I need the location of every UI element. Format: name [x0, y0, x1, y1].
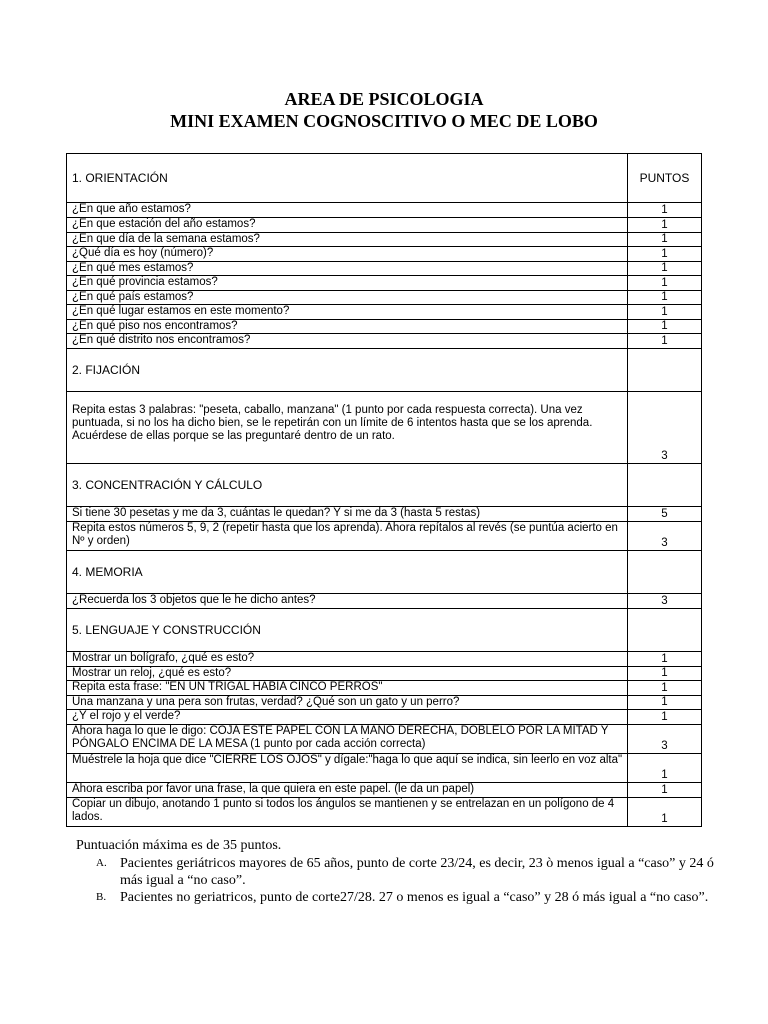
exam-table: [66, 153, 702, 827]
points-empty: [628, 349, 702, 392]
points: 3: [628, 522, 702, 551]
question: Ahora haga lo que le digo: COJA ESTE PAPEL CON LA MANO DERECHA, DOBLELO POR LA MITAD Y PÓNGALO ENCIMA DE LA MESA (1 punto por cada acción correcta): [67, 725, 628, 754]
notes-list: [76, 855, 716, 906]
note-marker: B.: [96, 891, 107, 903]
question: Repita estas 3 palabras: "peseta, caballo, manzana" (1 punto por cada respuesta correcta). Una vez puntuada, si no los ha dicho bien, se le repetirán con un límite de 6 intentos hasta que se los aprenda. Acuérdese de ellas porque se las preguntaré dentro de un rato.: [67, 392, 628, 464]
document-title: AREA DE PSICOLOGIA: [284, 89, 484, 109]
question: Una manzana y una pera son frutas, verdad? ¿Qué son un gato y un perro?: [67, 696, 628, 710]
question: ¿Recuerda los 3 objetos que le he dicho antes?: [67, 594, 628, 609]
points: 3: [628, 594, 702, 609]
points: 5: [628, 507, 702, 522]
question: Copiar un dibujo, anotando 1 punto si todos los ángulos se mantienen y se entrelazan en un polígono de 4 lados.: [67, 798, 628, 827]
points-header: PUNTOS: [628, 154, 702, 203]
points: 3: [628, 392, 702, 464]
document-subtitle: MINI EXAMEN COGNOSCITIVO O MEC DE LOBO: [170, 111, 598, 131]
question: ¿En qué lugar estamos en este momento?: [67, 305, 628, 320]
points: 1: [628, 247, 702, 262]
points: 1: [628, 203, 702, 218]
section-title: 3. CONCENTRACIÓN Y CÁLCULO: [67, 464, 628, 507]
points: 1: [628, 334, 702, 349]
note-item: [76, 855, 716, 889]
note-text: Pacientes geriátricos mayores de 65 años, punto de corte 23/24, es decir, 23 ò menos igual a “caso” y 24 ó más igual a “no caso”.: [120, 856, 714, 888]
question: Ahora escriba por favor una frase, la que quiera en este papel. (le da un papel): [67, 783, 628, 798]
question: ¿En qué país estamos?: [67, 291, 628, 305]
points: 1: [628, 754, 702, 783]
points: 1: [628, 262, 702, 276]
question: ¿En que estación del año estamos?: [67, 218, 628, 233]
points: 1: [628, 305, 702, 320]
points: 1: [628, 696, 702, 710]
points-empty: [628, 609, 702, 652]
note-text: Pacientes no geriatricos, punto de corte27/28. 27 o menos es igual a “caso” y 28 ó más igual a “no caso”.: [120, 890, 709, 905]
question: ¿En qué mes estamos?: [67, 262, 628, 276]
points: 1: [628, 652, 702, 667]
question: ¿Y el rojo y el verde?: [67, 710, 628, 725]
points: 1: [628, 276, 702, 291]
section-title: 5. LENGUAJE Y CONSTRUCCIÓN: [67, 609, 628, 652]
question: Muéstrele la hoja que dice "CIERRE LOS OJOS" y dígale:"haga lo que aquí se indica, sin leerlo en voz alta": [67, 754, 628, 783]
question: Repita estos números 5, 9, 2 (repetir hasta que los aprenda). Ahora repítalos al revés (se puntúa acierto en Nº y orden): [67, 522, 628, 551]
points: 1: [628, 291, 702, 305]
section-title: 4. MEMORIA: [67, 551, 628, 594]
question: ¿En qué distrito nos encontramos?: [67, 334, 628, 349]
points: 1: [628, 218, 702, 233]
question: ¿En que año estamos?: [67, 203, 628, 218]
points: 1: [628, 233, 702, 247]
question: Mostrar un reloj, ¿qué es esto?: [67, 667, 628, 681]
question: ¿En que día de la semana estamos?: [67, 233, 628, 247]
points: 3: [628, 725, 702, 754]
section-title: 2. FIJACIÓN: [67, 349, 628, 392]
points: 1: [628, 320, 702, 334]
question: Si tiene 30 pesetas y me da 3, cuántas le quedan? Y si me da 3 (hasta 5 restas): [67, 507, 628, 522]
points-empty: [628, 551, 702, 594]
points: 1: [628, 710, 702, 725]
question: ¿En qué piso nos encontramos?: [67, 320, 628, 334]
points: 1: [628, 681, 702, 696]
section-title: 1. ORIENTACIÓN: [67, 154, 628, 203]
points: 1: [628, 667, 702, 681]
question: ¿En qué provincia estamos?: [67, 276, 628, 291]
notes-section: [76, 837, 716, 906]
question: ¿Qué día es hoy (número)?: [67, 247, 628, 262]
note-item: [76, 889, 716, 906]
max-score-text: Puntuación máxima es de 35 puntos.: [76, 838, 282, 853]
note-marker: A.: [96, 857, 107, 869]
points-empty: [628, 464, 702, 507]
question: Repita esta frase: "EN UN TRIGAL HABIA CINCO PERROS": [67, 681, 628, 696]
question: Mostrar un bolígrafo, ¿qué es esto?: [67, 652, 628, 667]
points: 1: [628, 798, 702, 827]
points: 1: [628, 783, 702, 798]
